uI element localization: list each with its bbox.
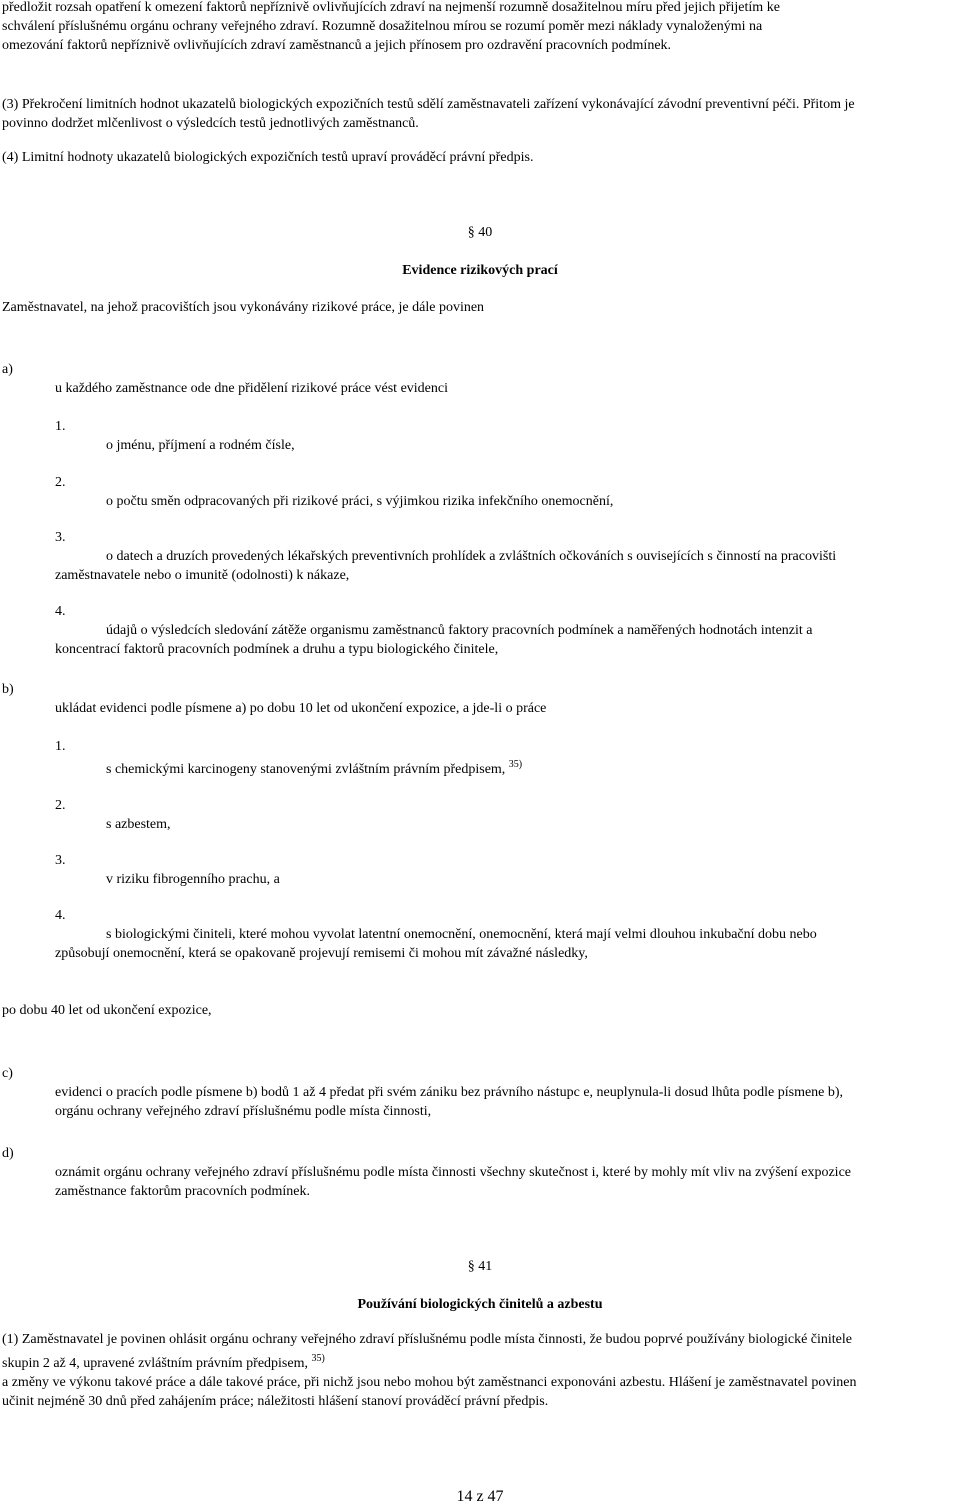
item-c-line-1: evidenci o pracích podle písmene b) bodů 1 až 4 předat při svém zániku bez právního nástupc e, neuplynula-li dosud lhůta podle písmene b),	[55, 1085, 844, 1100]
page-number: 14 z 47	[456, 1488, 504, 1505]
item-b2-number: 2.	[55, 798, 66, 813]
item-b1-text-body: s chemickými karcinogeny stanovenými zvláštním právním předpisem,	[106, 762, 506, 777]
paragraph-3-line-2: povinno dodržet mlčenlivost o výsledcích testů jednotlivých zaměstnanců.	[2, 116, 419, 131]
item-b1-footnote-ref: 35)	[508, 759, 523, 770]
section-41-line-2-text: skupin 2 až 4, upravené zvláštním právním předpisem,	[2, 1356, 308, 1371]
item-b3-number: 3.	[55, 853, 66, 868]
section-41-title: Používání biologických činitelů a azbestu	[357, 1297, 603, 1312]
item-b-marker: b)	[2, 682, 14, 697]
item-b4-text: s biologickými činiteli, které mohou vyvolat latentní onemocnění, onemocnění, která mají velmi dlouhou inkubační dobu nebo	[106, 927, 817, 942]
item-b-text: ukládat evidenci podle písmene a) po dobu 10 let od ukončení expozice, a jde-li o práce	[55, 701, 547, 716]
item-b-tail: po dobu 40 let od ukončení expozice,	[2, 1003, 212, 1018]
item-d-line-2: zaměstnance faktorům pracovních podmínek.	[55, 1184, 311, 1199]
item-c-marker: c)	[2, 1066, 13, 1081]
item-a3-number: 3.	[55, 530, 66, 545]
item-a3-continuation: zaměstnavatele nebo o imunitě (odolnosti) k nákaze,	[55, 568, 350, 583]
section-41-line-1: (1) Zaměstnavatel je povinen ohlásit orgánu ochrany veřejného zdraví příslušnému podle místa činnosti, že budou poprvé používány biologické činitele	[2, 1332, 853, 1347]
item-a3-text: o datech a druzích provedených lékařských preventivních prohlídek a zvláštních očkováních s ouvisejících s činností na pracovišti	[106, 549, 837, 564]
item-b1-text	[106, 760, 522, 779]
section-41-line-2	[2, 1354, 856, 1373]
item-b4-number: 4.	[55, 908, 66, 923]
item-a-text: u každého zaměstnance ode dne přidělení rizikové práce vést evidenci	[55, 381, 448, 396]
section-41-line-3: a změny ve výkonu takové práce a dále takové práce, při nichž jsou nebo mohou být zaměstnanci exponováni azbestu. Hlášení je zaměstnavatel povinen	[2, 1375, 857, 1390]
intro-line-3: omezování faktorů nepříznivě ovlivňujících zdraví zaměstnanců a jejich přínosem pro ozdravění pracovních podmínek.	[2, 38, 672, 53]
item-a1-text: o jménu, příjmení a rodném čísle,	[106, 438, 295, 453]
paragraph-3-line-1: (3) Překročení limitních hodnot ukazatelů biologických expozičních testů sdělí zaměstnavateli zařízení vykonávající závodní preventivní péči. Přitom je	[2, 97, 855, 112]
item-a1-number: 1.	[55, 419, 66, 434]
item-b4-continuation: způsobují onemocnění, která se opakovaně projevují remisemi či mohou mít závažné následky,	[55, 946, 588, 961]
paragraph-4: (4) Limitní hodnoty ukazatelů biologických expozičních testů upraví prováděcí právní předpis.	[2, 150, 534, 165]
intro-paragraph	[2, 0, 780, 55]
item-a4-text: údajů o výsledcích sledování zátěže organismu zaměstnanců faktory pracovních podmínek a naměřených hodnotách intenzit a	[106, 623, 813, 638]
section-41-paragraph-1	[2, 1330, 856, 1411]
paragraph-3	[2, 95, 855, 133]
item-c-line-2: orgánu ochrany veřejného zdraví příslušnému podle místa činnosti,	[55, 1104, 432, 1119]
section-41-footnote-ref: 35)	[311, 1353, 325, 1364]
section-41-number: § 41	[467, 1259, 493, 1274]
section-40-lead: Zaměstnavatel, na jehož pracovištích jsou vykonávány rizikové práce, je dále povinen	[2, 300, 485, 315]
item-d-marker: d)	[2, 1146, 14, 1161]
item-a4-number: 4.	[55, 604, 66, 619]
section-40-number: § 40	[467, 225, 493, 240]
item-a-marker: a)	[2, 362, 13, 377]
item-a2-text: o počtu směn odpracovaných při rizikové práci, s výjimkou rizika infekčního onemocnění,	[106, 494, 614, 509]
item-b2-text: s azbestem,	[106, 817, 171, 832]
item-b1-number: 1.	[55, 739, 66, 754]
section-41-line-4: učinit nejméně 30 dnů před zahájením práce; náležitosti hlášení stanoví prováděcí právní předpis.	[2, 1394, 549, 1409]
item-d-line-1: oznámit orgánu ochrany veřejného zdraví příslušnému podle místa činnosti všechny skutečnost i, které by mohly mít vliv na zvýšení expozice	[55, 1165, 851, 1180]
intro-line-1: předložit rozsah opatření k omezení faktorů nepříznivě ovlivňujících zdraví na nejmenší rozumně dosažitelnou míru před jejich přijetím ke	[2, 0, 780, 15]
intro-line-2: schválení příslušnému orgánu ochrany veřejného zdraví. Rozumně dosažitelnou mírou se rozumí poměr mezi náklady vynaloženými na	[2, 19, 763, 34]
item-a2-number: 2.	[55, 475, 66, 490]
item-a4-continuation: koncentrací faktorů pracovních podmínek a druhu a typu biologického činitele,	[55, 642, 499, 657]
item-b3-text: v riziku fibrogenního prachu, a	[106, 872, 280, 887]
section-40-title: Evidence rizikových prací	[402, 263, 558, 278]
